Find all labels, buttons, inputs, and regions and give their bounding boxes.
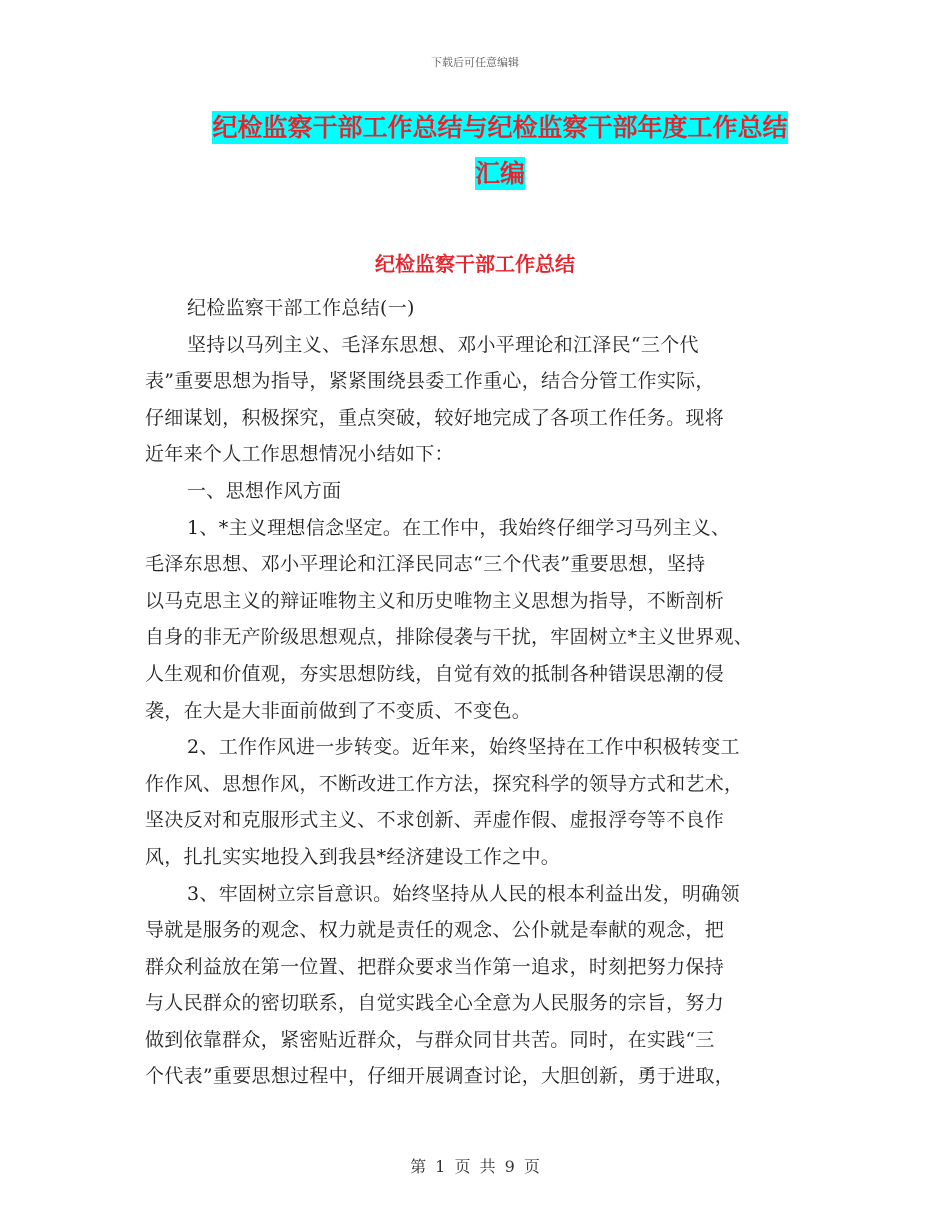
- subsection-title: 纪检监察干部工作总结(一): [187, 297, 415, 319]
- paragraph-line: 袭，在大是大非面前做到了不变质、不变色。: [145, 699, 532, 722]
- paragraph-line: 风，扎扎实实地投入到我县*经济建设工作之中。: [145, 845, 561, 868]
- paragraph-line: 与人民群众的密切联系，自觉实践全心全意为人民服务的宗旨，努力: [145, 992, 725, 1015]
- paragraph-line: 作作风、思想作风，不断改进工作方法，探究科学的领导方式和艺术，: [145, 772, 744, 795]
- paragraph-line: 个代表”重要思想过程中，仔细开展调查讨论，大胆创新，勇于进取，: [145, 1065, 735, 1088]
- paragraph-line: 仔细谋划，积极探究，重点突破，较好地完成了各项工作任务。现将: [145, 406, 725, 429]
- paragraph-line: 1、*主义理想信念坚定。在工作中，我始终仔细学习马列主义、: [187, 516, 731, 539]
- page-header-note: 下载后可任意编辑: [431, 56, 519, 69]
- paragraph-line: 自身的非无产阶级思想观点，排除侵袭与干扰，牢固树立*主义世界观、: [145, 626, 754, 649]
- paragraph-line: 3、牢固树立宗旨意识。始终坚持从人民的根本利益出发，明确领: [187, 882, 740, 905]
- paragraph-line: 做到依靠群众，紧密贴近群众，与群众同甘共苦。同时，在实践“三: [145, 1028, 715, 1051]
- paragraph-line: 表”重要思想为指导，紧紧围绕县委工作重心，结合分管工作实际，: [145, 370, 715, 393]
- document-title-line-1: 纪检监察干部工作总结与纪检监察干部年度工作总结: [212, 113, 788, 142]
- paragraph-line: 毛泽东思想、邓小平理论和江泽民同志“三个代表”重要思想，坚持: [145, 553, 706, 576]
- document-title-line-2: 汇编: [474, 159, 525, 188]
- paragraph-line: 群众利益放在第一位置、把群众要求当作第一追求，时刻把努力保持: [145, 955, 725, 978]
- document-title: [100, 105, 900, 197]
- paragraph-line: 坚持以马列主义、毛泽东思想、邓小平理论和江泽民“三个代: [187, 333, 699, 356]
- document-body: [145, 290, 805, 1095]
- paragraph-line: 导就是服务的观念、权力就是责任的观念、公仆就是奉献的观念，把: [145, 919, 725, 942]
- paragraph-line: 人生观和价值观，夯实思想防线，自觉有效的抵制各种错误思潮的侵: [145, 662, 725, 685]
- section-heading: 纪检监察干部工作总结: [375, 252, 575, 276]
- paragraph-line: 2、工作作风进一步转变。近年来，始终坚持在工作中积极转变工: [187, 736, 740, 759]
- paragraph-line: 坚决反对和克服形式主义、不求创新、弄虚作假、虚报浮夸等不良作: [145, 809, 725, 832]
- page-number-footer: 第 1 页 共 9 页: [410, 1157, 540, 1176]
- paragraph-line: 近年来个人工作思想情况小结如下：: [145, 443, 454, 466]
- subsection-heading: 一、思想作风方面: [187, 479, 342, 502]
- paragraph-line: 以马克思主义的辩证唯物主义和历史唯物主义思想为指导，不断剖析: [145, 589, 725, 612]
